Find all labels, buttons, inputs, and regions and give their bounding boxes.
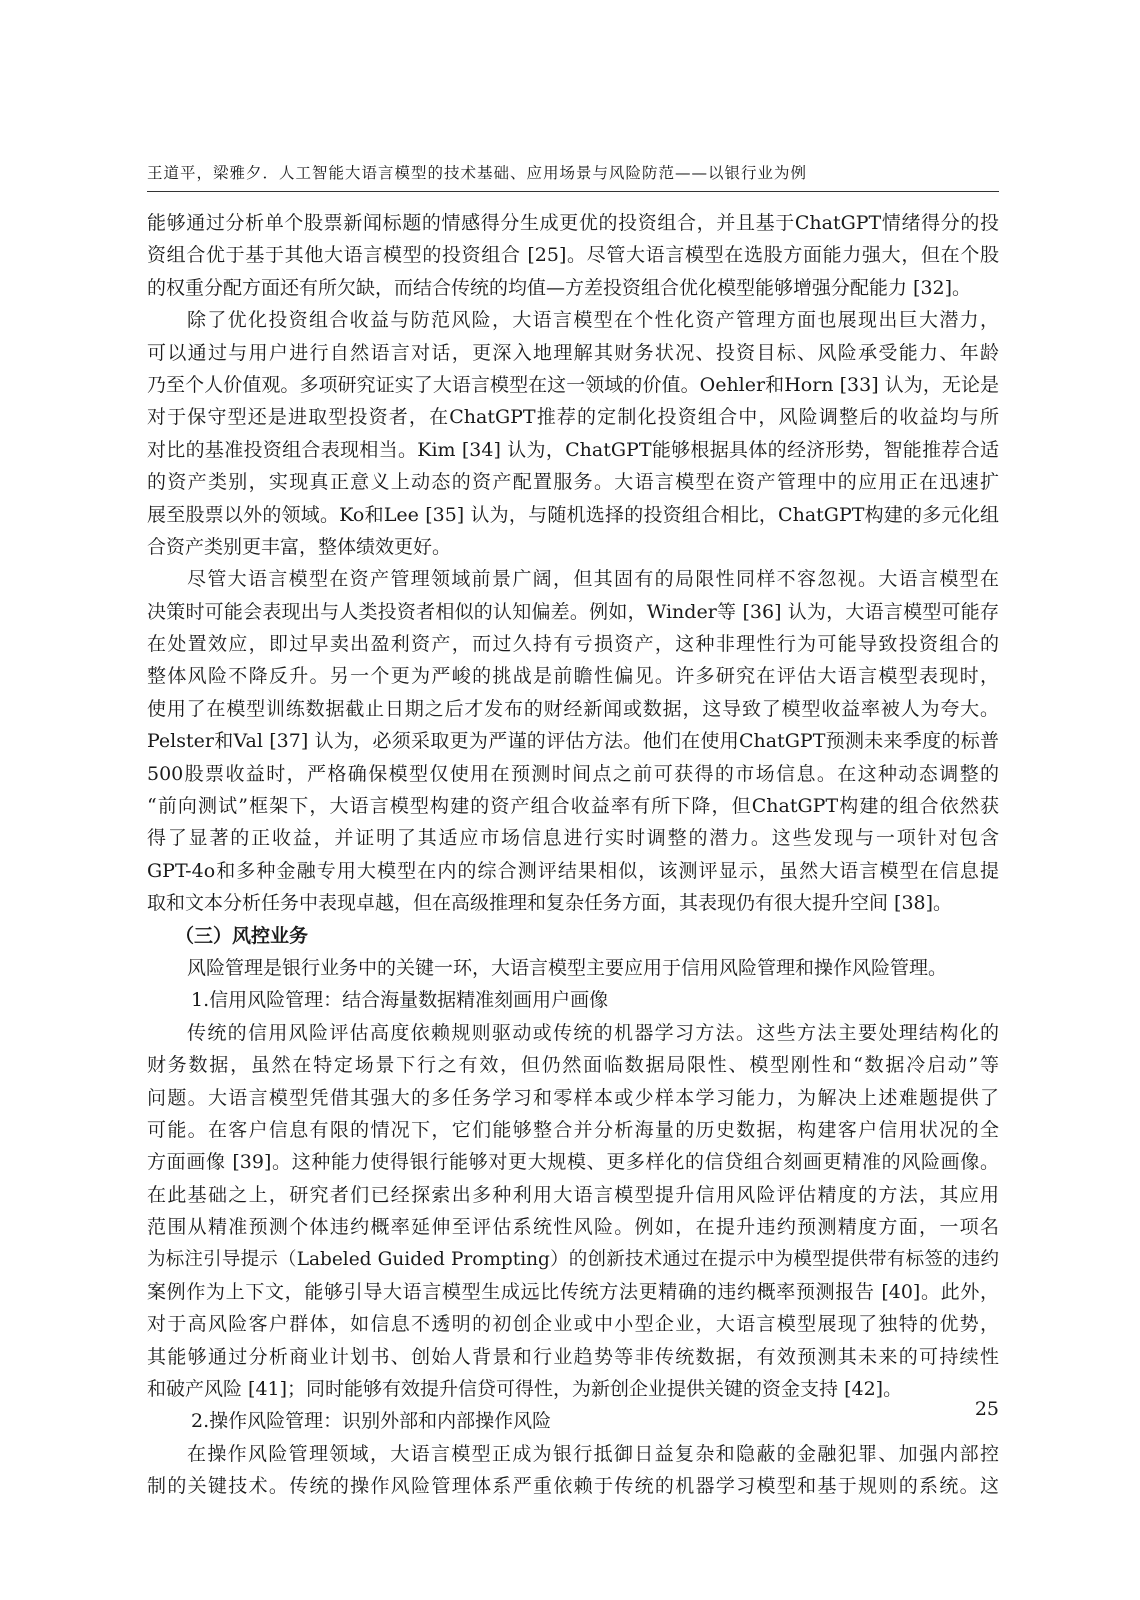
running-head: 王道平，梁雅夕．人工智能大语言模型的技术基础、应用场景与风险防范——以银行业为例 (147, 164, 808, 182)
text-line: 展至股票以外的领域。Ko和Lee [35] 认为，与随机选择的投资组合相比，ChatGPT构建的多元化组 (147, 503, 999, 526)
text-line: 问题。大语言模型凭借其强大的多任务学习和零样本或少样本学习能力，为解决上述难题提供了 (147, 1086, 999, 1109)
text-line: 传统的信用风险评估高度依赖规则驱动或传统的机器学习方法。这些方法主要处理结构化的 (187, 1021, 999, 1044)
text-line: 可能。在客户信息有限的情况下，它们能够整合并分析海量的历史数据，构建客户信用状况的全 (147, 1118, 999, 1141)
text-line: 对于高风险客户群体，如信息不透明的初创企业或中小型企业，大语言模型展现了独特的优势， (147, 1313, 999, 1336)
header-rule (147, 191, 999, 192)
text-line: 财务数据，虽然在特定场景下行之有效，但仍然面临数据局限性、模型刚性和“数据冷启动”等 (147, 1054, 999, 1077)
text-line: 资组合优于基于其他大语言模型的投资组合 [25]。尽管大语言模型在选股方面能力强大，但在个股 (147, 244, 999, 267)
text-line: GPT-4o和多种金融专用大模型在内的综合测评结果相似，该测评显示，虽然大语言模型在信息提 (147, 859, 999, 882)
text-line: 得了显著的正收益，并证明了其适应市场信息进行实时调整的潜力。这些发现与一项针对包含 (147, 827, 999, 850)
section-heading: （三）风控业务 (175, 924, 309, 947)
text-line: 在此基础之上，研究者们已经探索出多种利用大语言模型提升信用风险评估精度的方法，其应用 (147, 1183, 999, 1206)
text-line: 范围从精准预测个体违约概率延伸至评估系统性风险。例如，在提升违约预测精度方面，一项名 (147, 1216, 999, 1239)
subsection-heading: 1.信用风险管理：结合海量数据精准刻画用户画像 (191, 989, 609, 1012)
text-line: 对比的基准投资组合表现相当。Kim [34] 认为，ChatGPT能够根据具体的经济形势，智能推荐合适 (147, 438, 999, 461)
text-line: 取和文本分析任务中表现卓越，但在高级推理和复杂任务方面，其表现仍有很大提升空间 [38]。 (147, 892, 953, 915)
text-line: 能够通过分析单个股票新闻标题的情感得分生成更优的投资组合，并且基于ChatGPT情绪得分的投 (147, 212, 999, 234)
text-line: 500股票收益时，严格确保模型仅使用在预测时间点之前可获得的市场信息。在这种动态调整的 (147, 762, 999, 785)
text-line: 其能够通过分析商业计划书、创始人背景和行业趋势等非传统数据，有效预测其未来的可持续性 (147, 1345, 999, 1368)
text-line: “前向测试”框架下，大语言模型构建的资产组合收益率有所下降，但ChatGPT构建的组合依然获 (147, 795, 999, 818)
text-line: 整体风险不降反升。另一个更为严峻的挑战是前瞻性偏见。许多研究在评估大语言模型表现时， (147, 665, 999, 688)
text-line: 在操作风险管理领域，大语言模型正成为银行抵御日益复杂和隐蔽的金融犯罪、加强内部控 (187, 1442, 999, 1465)
text-line: 风险管理是银行业务中的关键一环，大语言模型主要应用于信用风险管理和操作风险管理。 (187, 956, 948, 979)
body-text (147, 207, 999, 1503)
text-line: 可以通过与用户进行自然语言对话，更深入地理解其财务状况、投资目标、风险承受能力、年龄 (147, 341, 999, 364)
text-line: 和破产风险 [41]；同时能够有效提升信贷可得性，为新创企业提供关键的资金支持 [42]。 (147, 1378, 903, 1401)
text-line: 对于保守型还是进取型投资者，在ChatGPT推荐的定制化投资组合中，风险调整后的收益均与所 (147, 406, 999, 429)
page-number: 25 (974, 1398, 999, 1420)
text-line: Pelster和Val [37] 认为，必须采取更为严谨的评估方法。他们在使用ChatGPT预测未来季度的标普 (147, 730, 999, 753)
text-line: 合资产类别更丰富，整体绩效更好。 (147, 535, 452, 558)
subsection-heading: 2.操作风险管理：识别外部和内部操作风险 (191, 1410, 552, 1433)
text-line: 使用了在模型训练数据截止日期之后才发布的财经新闻或数据，这导致了模型收益率被人为夸大。 (147, 697, 999, 720)
text-line: 的资产类别，实现真正意义上动态的资产配置服务。大语言模型在资产管理中的应用正在迅速扩 (147, 471, 999, 494)
text-line: 决策时可能会表现出与人类投资者相似的认知偏差。例如，Winder等 [36] 认为，大语言模型可能存 (147, 600, 999, 623)
text-line: 方面画像 [39]。这种能力使得银行能够对更大规模、更多样化的信贷组合刻画更精准的风险画像。 (147, 1151, 999, 1174)
text-line: 尽管大语言模型在资产管理领域前景广阔，但其固有的局限性同样不容忽视。大语言模型在 (187, 568, 999, 591)
text-line: 的权重分配方面还有所欠缺，而结合传统的均值—方差投资组合优化模型能够增强分配能力 [32]。 (147, 276, 972, 299)
text-line: 在处置效应，即过早卖出盈利资产，而过久持有亏损资产，这种非理性行为可能导致投资组合的 (147, 633, 999, 656)
text-line: 为标注引导提示（Labeled Guided Prompting）的创新技术通过在提示中为模型提供带有标签的违约 (147, 1248, 999, 1270)
text-line: 乃至个人价值观。多项研究证实了大语言模型在这一领域的价值。Oehler和Horn [33] 认为，无论是 (147, 373, 999, 396)
text-line: 除了优化投资组合收益与防范风险，大语言模型在个性化资产管理方面也展现出巨大潜力， (187, 309, 999, 332)
text-line: 制的关键技术。传统的操作风险管理体系严重依赖于传统的机器学习模型和基于规则的系统。这 (147, 1475, 999, 1498)
text-line: 案例作为上下文，能够引导大语言模型生成远比传统方法更精确的违约概率预测报告 [40]。此外， (147, 1280, 999, 1303)
